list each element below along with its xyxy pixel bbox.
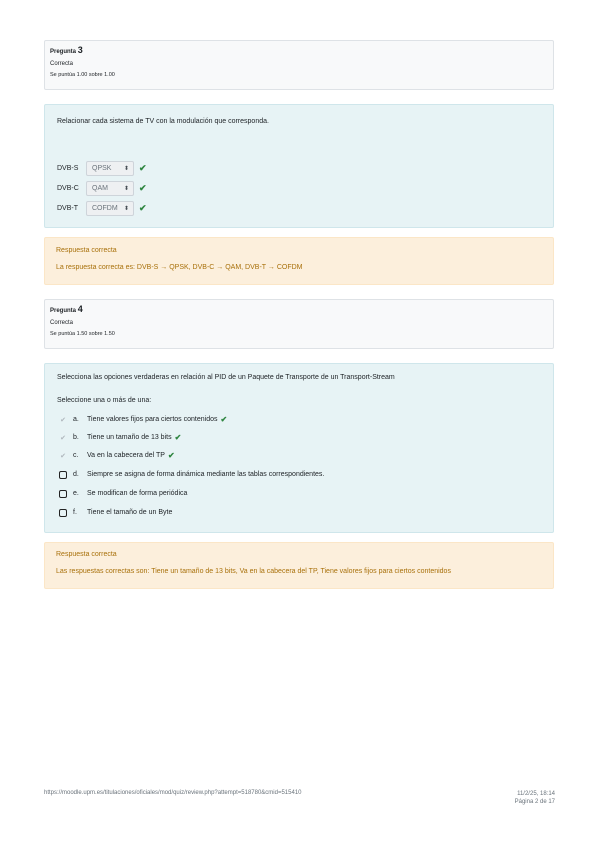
match-label: DVB-C: [57, 184, 79, 192]
check-icon: ✔: [139, 202, 147, 213]
match-row-dvbt: [57, 200, 147, 216]
check-icon: ✔: [174, 433, 182, 442]
question-grade: Se puntúa 1.00 sobre 1.00: [50, 72, 115, 78]
modulation-select[interactable]: QPSK ⬍: [86, 161, 134, 176]
option-letter: d.: [73, 471, 79, 478]
question-text: Relacionar cada sistema de TV con la modulación que corresponda.: [57, 118, 269, 125]
question-state: Correcta: [50, 61, 74, 67]
option-text: Tiene valores fijos para ciertos contenidos: [87, 416, 218, 423]
option-text: Va en la cabecera del TP: [87, 452, 165, 459]
option-letter: e.: [73, 490, 79, 497]
question-grade: Se puntúa 1.50 sobre 1.50: [50, 331, 115, 337]
feedback-title: Respuesta correcta: [56, 247, 117, 254]
option-text: Siempre se asigna de forma dinámica mediante las tablas correspondientes.: [87, 471, 325, 478]
option-text: Tiene un tamaño de 13 bits: [87, 434, 172, 441]
question-text: Selecciona las opciones verdaderas en relación al PID de un Paquete de Transporte de un Transport-Stream: [57, 374, 395, 381]
answer-option-e[interactable]: [59, 488, 187, 499]
print-datetime: 11/2/25, 18:14: [517, 791, 555, 797]
answer-option-f[interactable]: [59, 507, 172, 518]
feedback-text: La respuesta correcta es: DVB-S → QPSK, DVB-C → QAM, DVB-T → COFDM: [56, 264, 303, 271]
option-letter: f.: [73, 509, 77, 516]
check-icon: ✔: [220, 415, 228, 424]
question-number: Pregunta 3: [50, 45, 83, 55]
answer-option-d[interactable]: [59, 469, 324, 480]
question-state: Correcta: [50, 320, 74, 326]
check-icon: ✔: [139, 182, 147, 193]
question-3-info: [44, 40, 554, 90]
option-letter: a.: [73, 416, 79, 423]
check-icon: ✔: [139, 162, 147, 173]
updown-arrow-icon: ⬍: [123, 205, 129, 212]
modulation-select[interactable]: COFDM ⬍: [86, 201, 134, 216]
answer-option-b[interactable]: [59, 432, 181, 443]
question-4-feedback: [44, 542, 554, 589]
question-3-feedback: [44, 237, 554, 285]
option-letter: c.: [73, 452, 79, 459]
question-3-content: [44, 104, 554, 228]
question-4-info: [44, 299, 554, 349]
updown-arrow-icon: ⬍: [123, 185, 129, 192]
match-row-dvbc: [57, 180, 147, 196]
checkbox-icon[interactable]: [59, 471, 67, 479]
updown-arrow-icon: ⬍: [123, 165, 129, 172]
question-4-content: [44, 363, 554, 533]
modulation-select[interactable]: QAM ⬍: [86, 181, 134, 196]
match-label: DVB-S: [57, 164, 79, 172]
option-text: Tiene el tamaño de un Byte: [87, 509, 173, 516]
match-label: DVB-T: [57, 204, 78, 212]
checkbox-icon[interactable]: [59, 509, 67, 517]
page-meta: [515, 790, 555, 806]
answer-option-c[interactable]: [59, 450, 175, 461]
checkbox-checked-icon[interactable]: ✔: [60, 416, 66, 424]
page-number: Página 2 de 17: [514, 799, 555, 805]
check-icon: ✔: [167, 451, 175, 460]
feedback-text: Las respuestas correctas son: Tiene un tamaño de 13 bits, Va en la cabecera del TP, Tiene valores fijos para ciertos contenidos: [56, 568, 451, 575]
checkbox-icon[interactable]: [59, 490, 67, 498]
page-url: https://moodle.upm.es/titulaciones/oficiales/mod/quiz/review.php?attempt=518780&cmid=515410: [44, 790, 302, 796]
answer-option-a[interactable]: [59, 414, 227, 425]
option-text: Se modifican de forma periódica: [87, 490, 188, 497]
checkbox-checked-icon[interactable]: ✔: [60, 452, 66, 460]
answer-prompt: Seleccione una o más de una:: [57, 397, 152, 404]
checkbox-checked-icon[interactable]: ✔: [60, 434, 66, 442]
match-row-dvbs: [57, 160, 147, 176]
question-number: Pregunta 4: [50, 304, 83, 314]
option-letter: b.: [73, 434, 79, 441]
feedback-title: Respuesta correcta: [56, 551, 117, 558]
